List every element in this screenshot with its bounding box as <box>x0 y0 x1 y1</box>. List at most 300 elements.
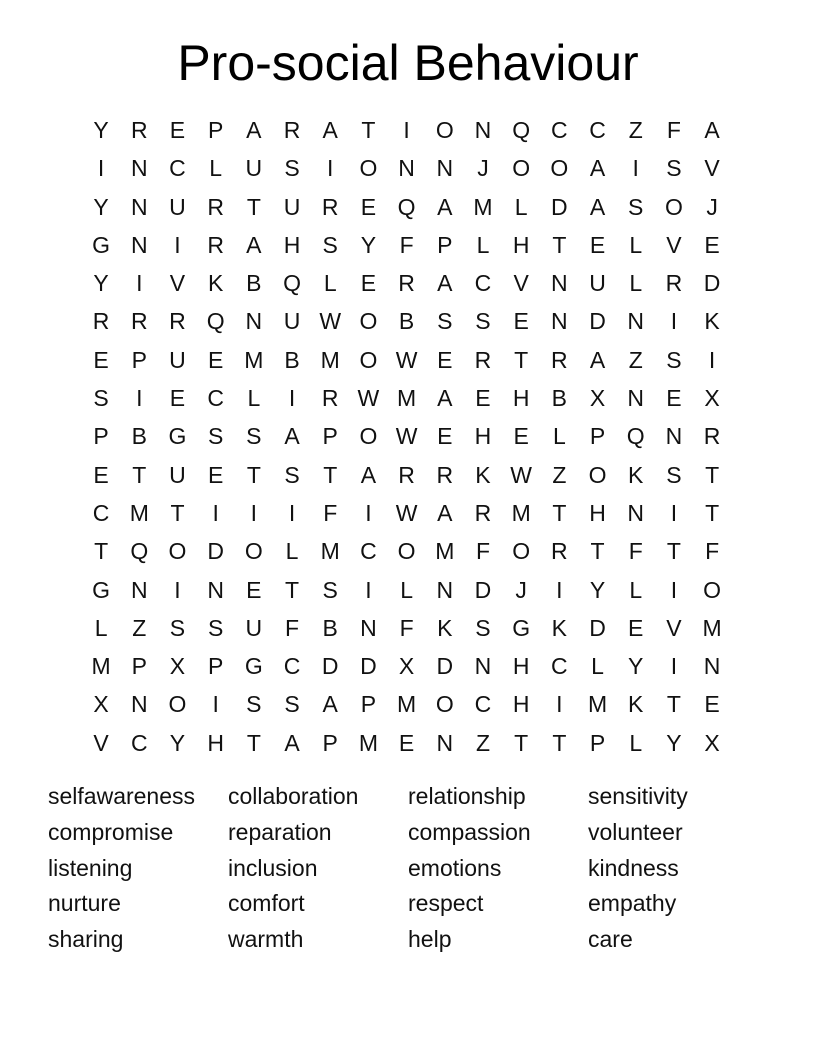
grid-letter: L <box>514 193 528 220</box>
grid-letter: W <box>395 346 418 373</box>
grid-letter: E <box>513 423 529 450</box>
grid-letter: B <box>398 308 415 335</box>
grid-letter: Q <box>283 270 301 297</box>
grid-letter: P <box>207 117 224 143</box>
grid-letter: S <box>169 614 186 641</box>
grid-letter: S <box>475 308 491 335</box>
grid-letter: L <box>552 423 566 450</box>
grid-letter: A <box>437 499 453 526</box>
grid-letter: I <box>365 499 372 526</box>
grid-letter: A <box>437 270 453 297</box>
grid-letter: Z <box>475 729 490 756</box>
grid-letter: T <box>705 461 720 488</box>
grid-letter: Q <box>130 538 149 565</box>
grid-letter: O <box>359 423 378 450</box>
grid-letter: G <box>244 653 263 680</box>
grid-row <box>82 456 732 494</box>
grid-letter: B <box>246 270 262 297</box>
grid-letter: I <box>136 385 143 412</box>
grid-letter: I <box>670 576 678 603</box>
grid-letter: C <box>474 270 492 297</box>
grid-letter: O <box>588 461 607 488</box>
grid-letter: N <box>627 308 645 335</box>
grid-letter: E <box>398 729 415 756</box>
grid-letter: P <box>322 423 338 450</box>
grid-letter: O <box>359 308 378 335</box>
grid-letter: F <box>475 538 490 565</box>
grid-letter: S <box>437 308 453 335</box>
word-list-item: selfawareness <box>48 783 196 809</box>
grid-row <box>82 188 732 226</box>
word-list-item: listening <box>48 854 133 881</box>
grid-letter: K <box>207 270 224 297</box>
grid-letter: Y <box>93 193 109 220</box>
grid-letter: W <box>319 308 342 335</box>
grid-letter: A <box>589 193 606 220</box>
grid-letter: C <box>474 691 492 718</box>
grid-letter: T <box>361 117 376 143</box>
grid-row <box>82 532 732 570</box>
grid-letter: P <box>589 729 606 756</box>
grid-letter: N <box>245 308 263 335</box>
grid-letter: A <box>589 346 606 373</box>
grid-row <box>82 264 732 302</box>
grid-letter: H <box>512 231 530 258</box>
grid-letter: K <box>628 691 644 718</box>
grid-letter: G <box>92 231 111 258</box>
grid-letter: T <box>514 729 529 756</box>
grid-letter: R <box>207 193 224 220</box>
grid-letter: F <box>628 538 643 565</box>
word-list-item: nurture <box>48 890 121 917</box>
grid-letter: C <box>130 729 148 756</box>
grid-letter: W <box>395 423 418 450</box>
grid-letter: E <box>589 231 606 258</box>
grid-letter: Q <box>512 117 531 143</box>
grid-row <box>82 417 732 455</box>
grid-letter: R <box>169 308 186 335</box>
grid-letter: G <box>92 576 111 603</box>
grid-letter: X <box>704 729 720 756</box>
grid-letter: T <box>132 461 147 488</box>
grid-letter: N <box>474 117 492 143</box>
grid-letter: E <box>93 461 109 488</box>
grid-row <box>82 149 732 187</box>
grid-letter: G <box>168 423 187 450</box>
grid-letter: N <box>130 155 148 182</box>
grid-letter: J <box>706 193 718 220</box>
word-list-item: relationship <box>408 783 526 809</box>
grid-letter: E <box>93 346 109 373</box>
grid-letter: E <box>704 691 720 718</box>
grid-letter: E <box>475 385 491 412</box>
grid-letter: T <box>246 193 261 220</box>
grid-letter: T <box>246 729 261 756</box>
grid-letter: K <box>475 461 491 488</box>
grid-letter: I <box>136 270 143 297</box>
word-list-item: compromise <box>48 818 174 845</box>
grid-letter: W <box>395 499 418 526</box>
grid-letter: B <box>284 346 300 373</box>
grid-letter: B <box>131 423 147 450</box>
grid-letter: A <box>360 461 377 488</box>
grid-letter: H <box>474 423 492 450</box>
grid-letter: O <box>359 155 378 182</box>
grid-letter: I <box>670 499 678 526</box>
grid-letter: I <box>288 385 296 412</box>
grid-letter: M <box>587 691 608 718</box>
word-list-item: respect <box>408 890 484 917</box>
grid-letter: N <box>436 729 454 756</box>
grid-letter: Z <box>132 614 147 641</box>
grid-letter: N <box>703 653 721 680</box>
grid-letter: K <box>437 614 453 641</box>
grid-letter: C <box>551 653 568 680</box>
grid-letter: O <box>512 155 531 182</box>
grid-letter: L <box>591 653 604 680</box>
grid-letter: U <box>245 155 263 182</box>
grid-letter: R <box>130 308 148 335</box>
grid-letter: N <box>436 155 454 182</box>
grid-letter: C <box>551 117 568 143</box>
grid-letter: W <box>510 461 533 488</box>
grid-letter: L <box>94 614 108 641</box>
grid-letter: H <box>512 653 530 680</box>
grid-letter: E <box>360 193 377 220</box>
grid-letter: Y <box>169 729 186 756</box>
grid-letter: E <box>704 231 720 258</box>
grid-letter: C <box>283 653 301 680</box>
grid-row <box>82 341 732 379</box>
grid-letter: R <box>92 308 110 335</box>
grid-letter: A <box>246 231 262 258</box>
grid-letter: O <box>168 691 187 718</box>
grid-letter: H <box>512 385 530 412</box>
grid-letter: S <box>666 461 682 488</box>
grid-letter: R <box>283 117 301 143</box>
grid-letter: S <box>628 193 644 220</box>
grid-letter: O <box>550 155 569 182</box>
grid-letter: C <box>589 117 606 143</box>
grid-letter: O <box>512 538 531 565</box>
grid-letter: U <box>245 614 263 641</box>
word-list-item: sensitivity <box>588 783 688 809</box>
grid-letter: O <box>703 576 722 603</box>
grid-letter: R <box>321 193 339 220</box>
grid-letter: F <box>705 538 720 565</box>
grid-letter: M <box>358 729 378 756</box>
grid-letter: R <box>551 346 568 373</box>
grid-letter: M <box>473 193 493 220</box>
grid-letter: N <box>130 193 148 220</box>
grid-letter: A <box>704 117 720 143</box>
grid-letter: V <box>666 231 682 258</box>
grid-letter: E <box>207 461 224 488</box>
grid-letter: B <box>322 614 338 641</box>
grid-letter: T <box>246 461 261 488</box>
grid-letter: I <box>97 155 105 182</box>
letter-grid <box>82 111 732 762</box>
grid-letter: Y <box>93 270 109 297</box>
grid-letter: A <box>437 193 453 220</box>
grid-letter: R <box>398 461 415 488</box>
grid-letter: N <box>130 231 148 258</box>
grid-letter: R <box>398 270 415 297</box>
grid-letter: M <box>129 499 149 526</box>
grid-letter: B <box>551 385 568 412</box>
grid-letter: D <box>474 576 492 603</box>
grid-letter: S <box>207 614 224 641</box>
grid-letter: P <box>131 346 147 373</box>
grid-letter: H <box>207 729 224 756</box>
grid-letter: N <box>551 270 568 297</box>
grid-letter: T <box>514 346 529 373</box>
grid-letter: U <box>283 308 301 335</box>
grid-letter: R <box>436 461 454 488</box>
word-list-item: help <box>408 926 452 953</box>
grid-letter: G <box>512 614 531 641</box>
grid-row <box>82 226 732 264</box>
grid-letter: P <box>93 423 109 450</box>
grid-letter: I <box>174 576 181 603</box>
grid-letter: L <box>285 538 299 565</box>
grid-letter: K <box>628 461 644 488</box>
grid-letter: I <box>288 499 296 526</box>
grid-row <box>82 302 732 340</box>
grid-letter: O <box>244 538 263 565</box>
grid-letter: A <box>246 117 262 143</box>
grid-letter: I <box>670 308 678 335</box>
grid-letter: N <box>130 576 148 603</box>
grid-letter: T <box>170 499 185 526</box>
grid-letter: M <box>435 538 455 565</box>
grid-letter: X <box>589 385 606 412</box>
grid-letter: I <box>174 231 181 258</box>
grid-letter: I <box>708 346 716 373</box>
grid-letter: M <box>320 346 340 373</box>
grid-letter: C <box>360 538 377 565</box>
grid-letter: R <box>321 385 339 412</box>
grid-letter: O <box>664 193 683 220</box>
grid-letter: S <box>666 346 682 373</box>
grid-letter: L <box>209 155 223 182</box>
grid-letter: E <box>437 423 453 450</box>
grid-letter: Q <box>626 423 645 450</box>
grid-letter: A <box>437 385 453 412</box>
grid-letter: H <box>589 499 606 526</box>
grid-letter: V <box>169 270 186 297</box>
grid-row <box>82 379 732 417</box>
grid-letter: P <box>207 653 224 680</box>
grid-letter: V <box>666 614 682 641</box>
grid-letter: C <box>92 499 110 526</box>
grid-letter: V <box>513 270 529 297</box>
grid-letter: U <box>169 193 186 220</box>
grid-letter: H <box>283 231 301 258</box>
word-list <box>48 779 768 958</box>
grid-letter: K <box>704 308 720 335</box>
grid-letter: L <box>629 270 643 297</box>
grid-letter: S <box>246 691 262 718</box>
grid-letter: A <box>322 691 338 718</box>
grid-letter: Q <box>397 193 416 220</box>
grid-letter: I <box>403 117 410 143</box>
grid-letter: Y <box>666 729 682 756</box>
grid-letter: N <box>360 614 377 641</box>
grid-letter: T <box>552 231 567 258</box>
grid-letter: T <box>552 499 567 526</box>
grid-letter: I <box>250 499 258 526</box>
word-list-item: reparation <box>228 818 332 845</box>
grid-letter: D <box>207 538 224 565</box>
grid-letter: O <box>168 538 187 565</box>
grid-letter: M <box>244 346 264 373</box>
grid-letter: A <box>284 729 300 756</box>
grid-letter: L <box>476 231 490 258</box>
grid-letter: R <box>703 423 721 450</box>
grid-letter: N <box>627 385 645 412</box>
grid-letter: L <box>400 576 413 603</box>
grid-letter: A <box>284 423 300 450</box>
grid-letter: D <box>436 653 454 680</box>
grid-letter: U <box>283 193 301 220</box>
grid-letter: T <box>705 499 720 526</box>
grid-letter: L <box>629 576 643 603</box>
grid-letter: M <box>702 614 722 641</box>
grid-letter: N <box>551 308 568 335</box>
grid-letter: N <box>398 155 415 182</box>
grid-letter: Y <box>360 231 377 258</box>
grid-letter: N <box>207 576 224 603</box>
grid-letter: I <box>556 691 563 718</box>
grid-letter: M <box>397 385 417 412</box>
grid-letter: X <box>398 653 415 680</box>
grid-letter: D <box>703 270 721 297</box>
grid-letter: M <box>511 499 531 526</box>
word-list-item: sharing <box>48 926 124 953</box>
grid-letter: U <box>169 461 186 488</box>
grid-letter: L <box>629 231 643 258</box>
grid-letter: T <box>666 538 681 565</box>
grid-letter: E <box>513 308 529 335</box>
grid-row <box>82 724 732 762</box>
grid-letter: J <box>515 576 527 603</box>
grid-letter: N <box>627 499 645 526</box>
grid-letter: Z <box>628 346 643 373</box>
grid-letter: F <box>666 117 681 143</box>
grid-letter: A <box>589 155 606 182</box>
grid-letter: S <box>322 231 338 258</box>
page-title: Pro-social Behaviour <box>177 35 639 91</box>
grid-letter: R <box>665 270 683 297</box>
word-list-item: volunteer <box>588 818 683 845</box>
grid-letter: D <box>321 653 339 680</box>
grid-letter: T <box>285 576 300 603</box>
grid-letter: L <box>247 385 261 412</box>
grid-letter: E <box>207 346 224 373</box>
grid-letter: U <box>169 346 186 373</box>
grid-letter: S <box>207 423 224 450</box>
grid-row <box>82 685 732 723</box>
grid-row <box>82 111 732 149</box>
grid-letter: Y <box>628 653 644 680</box>
grid-letter: E <box>169 385 186 412</box>
grid-row <box>82 609 732 647</box>
grid-letter: C <box>207 385 224 412</box>
grid-letter: Y <box>93 117 109 143</box>
grid-letter: O <box>397 538 416 565</box>
word-list-item: collaboration <box>228 783 359 809</box>
grid-letter: W <box>357 385 380 412</box>
grid-letter: S <box>284 461 300 488</box>
grid-letter: S <box>475 614 491 641</box>
grid-letter: D <box>589 614 606 641</box>
grid-letter: M <box>91 653 111 680</box>
grid-letter: Z <box>552 461 567 488</box>
grid-letter: P <box>131 653 147 680</box>
grid-letter: D <box>551 193 568 220</box>
grid-letter: O <box>435 117 454 143</box>
grid-letter: R <box>130 117 148 143</box>
grid-letter: X <box>93 691 109 718</box>
grid-letter: E <box>169 117 186 143</box>
grid-letter: I <box>327 155 334 182</box>
grid-letter: T <box>552 729 567 756</box>
word-list-item: inclusion <box>228 854 318 881</box>
grid-letter: P <box>360 691 377 718</box>
grid-letter: M <box>320 538 340 565</box>
grid-letter: M <box>397 691 417 718</box>
word-list-item: emotions <box>408 854 502 881</box>
grid-letter: J <box>477 155 489 182</box>
grid-letter: V <box>93 729 109 756</box>
grid-letter: X <box>704 385 720 412</box>
grid-letter: S <box>322 576 338 603</box>
grid-letter: P <box>437 231 453 258</box>
grid-letter: N <box>474 653 492 680</box>
grid-letter: R <box>207 231 224 258</box>
grid-letter: P <box>322 729 338 756</box>
grid-letter: S <box>93 385 109 412</box>
grid-letter: N <box>665 423 683 450</box>
grid-letter: D <box>360 653 377 680</box>
grid-letter: U <box>589 270 606 297</box>
grid-letter: I <box>212 499 219 526</box>
grid-letter: L <box>323 270 337 297</box>
grid-letter: V <box>704 155 720 182</box>
grid-letter: E <box>628 614 644 641</box>
grid-letter: Y <box>589 576 606 603</box>
grid-letter: S <box>284 155 300 182</box>
grid-letter: T <box>94 538 109 565</box>
grid-letter: R <box>474 346 492 373</box>
word-list-item: comfort <box>228 890 305 917</box>
grid-letter: P <box>589 423 606 450</box>
grid-row <box>82 494 732 532</box>
grid-letter: E <box>666 385 682 412</box>
grid-letter: F <box>399 231 414 258</box>
grid-row <box>82 647 732 685</box>
grid-letter: H <box>512 691 530 718</box>
grid-letter: K <box>551 614 568 641</box>
grid-letter: F <box>323 499 338 526</box>
word-list-item: kindness <box>588 854 679 881</box>
grid-letter: R <box>474 499 492 526</box>
grid-letter: N <box>436 576 454 603</box>
grid-letter: E <box>246 576 262 603</box>
grid-letter: A <box>322 117 338 143</box>
grid-letter: I <box>632 155 639 182</box>
